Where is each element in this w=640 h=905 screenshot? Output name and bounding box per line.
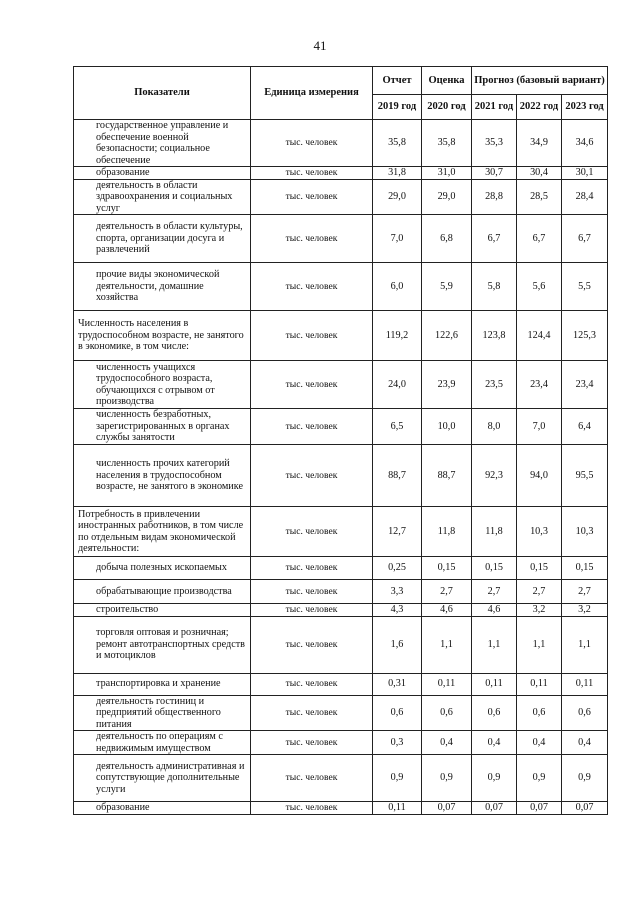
value-cell: 29,0 bbox=[373, 179, 422, 215]
value-cell: 0,9 bbox=[422, 755, 472, 802]
indicator-cell: образование bbox=[74, 802, 251, 815]
indicator-cell: образование bbox=[74, 167, 251, 180]
page-number: 41 bbox=[313, 38, 327, 53]
value-cell: 0,25 bbox=[373, 557, 422, 580]
value-cell: 1,1 bbox=[517, 616, 562, 673]
value-cell: 7,0 bbox=[517, 409, 562, 445]
value-cell: 31,0 bbox=[422, 167, 472, 180]
value-cell: 0,6 bbox=[422, 695, 472, 731]
unit-cell: тыс. человек bbox=[251, 616, 373, 673]
indicator-cell: прочие виды экономической деятельности, домашние хозяйства bbox=[74, 263, 251, 311]
value-cell: 30,4 bbox=[517, 167, 562, 180]
value-cell: 1,1 bbox=[422, 616, 472, 673]
value-cell: 0,07 bbox=[422, 802, 472, 815]
value-cell: 10,3 bbox=[562, 507, 608, 557]
value-cell: 23,9 bbox=[422, 361, 472, 409]
value-cell: 29,0 bbox=[422, 179, 472, 215]
value-cell: 0,6 bbox=[562, 695, 608, 731]
value-cell: 0,4 bbox=[472, 731, 517, 755]
indicator-cell: деятельность в области здравоохранения и социальных услуг bbox=[74, 179, 251, 215]
value-cell: 0,4 bbox=[562, 731, 608, 755]
value-cell: 23,4 bbox=[517, 361, 562, 409]
header-unit: Единица измерения bbox=[251, 67, 373, 120]
value-cell: 34,9 bbox=[517, 120, 562, 167]
value-cell: 122,6 bbox=[422, 311, 472, 361]
value-cell: 23,5 bbox=[472, 361, 517, 409]
unit-cell: тыс. человек bbox=[251, 673, 373, 695]
table-row bbox=[74, 507, 608, 557]
value-cell: 124,4 bbox=[517, 311, 562, 361]
indicator-cell: добыча полезных ископаемых bbox=[74, 557, 251, 580]
value-cell: 35,3 bbox=[472, 120, 517, 167]
value-cell: 28,5 bbox=[517, 179, 562, 215]
table-row bbox=[74, 215, 608, 263]
table-row bbox=[74, 802, 608, 815]
unit-cell: тыс. человек bbox=[251, 311, 373, 361]
value-cell: 24,0 bbox=[373, 361, 422, 409]
value-cell: 119,2 bbox=[373, 311, 422, 361]
value-cell: 95,5 bbox=[562, 445, 608, 507]
value-cell: 6,7 bbox=[472, 215, 517, 263]
table-row bbox=[74, 755, 608, 802]
unit-cell: тыс. человек bbox=[251, 263, 373, 311]
value-cell: 5,9 bbox=[422, 263, 472, 311]
value-cell: 2,7 bbox=[517, 580, 562, 604]
value-cell: 0,3 bbox=[373, 731, 422, 755]
value-cell: 0,15 bbox=[517, 557, 562, 580]
value-cell: 11,8 bbox=[422, 507, 472, 557]
value-cell: 2,7 bbox=[422, 580, 472, 604]
value-cell: 0,9 bbox=[562, 755, 608, 802]
unit-cell: тыс. человек bbox=[251, 695, 373, 731]
value-cell: 92,3 bbox=[472, 445, 517, 507]
value-cell: 88,7 bbox=[373, 445, 422, 507]
indicator-cell: численность учащихся трудоспособного возраста, обучающихся с отрывом от производства bbox=[74, 361, 251, 409]
table-row bbox=[74, 695, 608, 731]
header-indicators: Показатели bbox=[74, 67, 251, 120]
table-row bbox=[74, 557, 608, 580]
value-cell: 28,8 bbox=[472, 179, 517, 215]
indicator-cell: деятельность в области культуры, спорта, организации досуга и развлечений bbox=[74, 215, 251, 263]
value-cell: 35,8 bbox=[422, 120, 472, 167]
value-cell: 0,11 bbox=[472, 673, 517, 695]
value-cell: 0,15 bbox=[422, 557, 472, 580]
table-row bbox=[74, 167, 608, 180]
unit-cell: тыс. человек bbox=[251, 120, 373, 167]
value-cell: 0,6 bbox=[373, 695, 422, 731]
value-cell: 0,15 bbox=[472, 557, 517, 580]
indicator-cell: численность прочих категорий населения в трудоспособном возрасте, не занятого в экономике bbox=[74, 445, 251, 507]
unit-cell: тыс. человек bbox=[251, 215, 373, 263]
value-cell: 5,8 bbox=[472, 263, 517, 311]
table-row bbox=[74, 409, 608, 445]
value-cell: 4,6 bbox=[422, 604, 472, 617]
indicator-cell: государственное управление и обеспечение военной безопасности; социальное обеспечение bbox=[74, 120, 251, 167]
table-row bbox=[74, 616, 608, 673]
value-cell: 0,9 bbox=[517, 755, 562, 802]
table-row bbox=[74, 731, 608, 755]
value-cell: 94,0 bbox=[517, 445, 562, 507]
value-cell: 1,1 bbox=[562, 616, 608, 673]
unit-cell: тыс. человек bbox=[251, 179, 373, 215]
value-cell: 0,07 bbox=[472, 802, 517, 815]
value-cell: 30,1 bbox=[562, 167, 608, 180]
header-2019: 2019 год bbox=[373, 95, 422, 120]
value-cell: 10,3 bbox=[517, 507, 562, 557]
value-cell: 2,7 bbox=[472, 580, 517, 604]
header-forecast: Прогноз (базовый вариант) bbox=[472, 67, 608, 95]
indicator-cell: строительство bbox=[74, 604, 251, 617]
value-cell: 5,6 bbox=[517, 263, 562, 311]
value-cell: 0,6 bbox=[472, 695, 517, 731]
value-cell: 5,5 bbox=[562, 263, 608, 311]
indicator-cell: численность безработных, зарегистрированных в органах службы занятости bbox=[74, 409, 251, 445]
value-cell: 6,0 bbox=[373, 263, 422, 311]
value-cell: 4,3 bbox=[373, 604, 422, 617]
value-cell: 6,7 bbox=[517, 215, 562, 263]
value-cell: 3,2 bbox=[562, 604, 608, 617]
value-cell: 0,9 bbox=[373, 755, 422, 802]
table-row bbox=[74, 311, 608, 361]
table-row bbox=[74, 361, 608, 409]
value-cell: 3,2 bbox=[517, 604, 562, 617]
value-cell: 0,15 bbox=[562, 557, 608, 580]
table-row bbox=[74, 604, 608, 617]
unit-cell: тыс. человек bbox=[251, 604, 373, 617]
indicator-cell: торговля оптовая и розничная; ремонт автотранспортных средств и мотоциклов bbox=[74, 616, 251, 673]
value-cell: 34,6 bbox=[562, 120, 608, 167]
value-cell: 23,4 bbox=[562, 361, 608, 409]
value-cell: 1,6 bbox=[373, 616, 422, 673]
value-cell: 31,8 bbox=[373, 167, 422, 180]
unit-cell: тыс. человек bbox=[251, 361, 373, 409]
unit-cell: тыс. человек bbox=[251, 755, 373, 802]
value-cell: 10,0 bbox=[422, 409, 472, 445]
forecast-table bbox=[73, 66, 608, 815]
value-cell: 125,3 bbox=[562, 311, 608, 361]
header-report: Отчет bbox=[373, 67, 422, 95]
indicator-cell: Потребность в привлечении иностранных работников, в том числе по отдельным видам экономической деятельности: bbox=[74, 507, 251, 557]
value-cell: 0,07 bbox=[562, 802, 608, 815]
value-cell: 123,8 bbox=[472, 311, 517, 361]
header-2020: 2020 год bbox=[422, 95, 472, 120]
indicator-cell: транспортировка и хранение bbox=[74, 673, 251, 695]
value-cell: 0,11 bbox=[373, 802, 422, 815]
table-row bbox=[74, 263, 608, 311]
value-cell: 8,0 bbox=[472, 409, 517, 445]
value-cell: 6,7 bbox=[562, 215, 608, 263]
value-cell: 0,11 bbox=[517, 673, 562, 695]
unit-cell: тыс. человек bbox=[251, 445, 373, 507]
value-cell: 0,4 bbox=[517, 731, 562, 755]
unit-cell: тыс. человек bbox=[251, 167, 373, 180]
unit-cell: тыс. человек bbox=[251, 731, 373, 755]
value-cell: 1,1 bbox=[472, 616, 517, 673]
value-cell: 35,8 bbox=[373, 120, 422, 167]
indicator-cell: деятельность по операциям с недвижимым имуществом bbox=[74, 731, 251, 755]
value-cell: 3,3 bbox=[373, 580, 422, 604]
unit-cell: тыс. человек bbox=[251, 409, 373, 445]
table-row bbox=[74, 673, 608, 695]
value-cell: 0,9 bbox=[472, 755, 517, 802]
unit-cell: тыс. человек bbox=[251, 802, 373, 815]
indicator-cell: деятельность административная и сопутствующие дополнительные услуги bbox=[74, 755, 251, 802]
value-cell: 6,5 bbox=[373, 409, 422, 445]
value-cell: 0,11 bbox=[562, 673, 608, 695]
header-2022: 2022 год bbox=[517, 95, 562, 120]
value-cell: 0,11 bbox=[422, 673, 472, 695]
value-cell: 0,07 bbox=[517, 802, 562, 815]
value-cell: 88,7 bbox=[422, 445, 472, 507]
value-cell: 11,8 bbox=[472, 507, 517, 557]
header-estimate: Оценка bbox=[422, 67, 472, 95]
table-row bbox=[74, 445, 608, 507]
value-cell: 12,7 bbox=[373, 507, 422, 557]
value-cell: 4,6 bbox=[472, 604, 517, 617]
table-row bbox=[74, 179, 608, 215]
value-cell: 0,31 bbox=[373, 673, 422, 695]
header-2023: 2023 год bbox=[562, 95, 608, 120]
value-cell: 6,8 bbox=[422, 215, 472, 263]
unit-cell: тыс. человек bbox=[251, 557, 373, 580]
value-cell: 30,7 bbox=[472, 167, 517, 180]
table-row bbox=[74, 580, 608, 604]
unit-cell: тыс. человек bbox=[251, 580, 373, 604]
indicator-cell: Численность населения в трудоспособном возрасте, не занятого в экономике, в том числе: bbox=[74, 311, 251, 361]
indicator-cell: деятельность гостиниц и предприятий общественного питания bbox=[74, 695, 251, 731]
value-cell: 7,0 bbox=[373, 215, 422, 263]
value-cell: 6,4 bbox=[562, 409, 608, 445]
value-cell: 28,4 bbox=[562, 179, 608, 215]
table-row bbox=[74, 120, 608, 167]
indicator-cell: обрабатывающие производства bbox=[74, 580, 251, 604]
header-2021: 2021 год bbox=[472, 95, 517, 120]
value-cell: 0,6 bbox=[517, 695, 562, 731]
value-cell: 0,4 bbox=[422, 731, 472, 755]
unit-cell: тыс. человек bbox=[251, 507, 373, 557]
value-cell: 2,7 bbox=[562, 580, 608, 604]
